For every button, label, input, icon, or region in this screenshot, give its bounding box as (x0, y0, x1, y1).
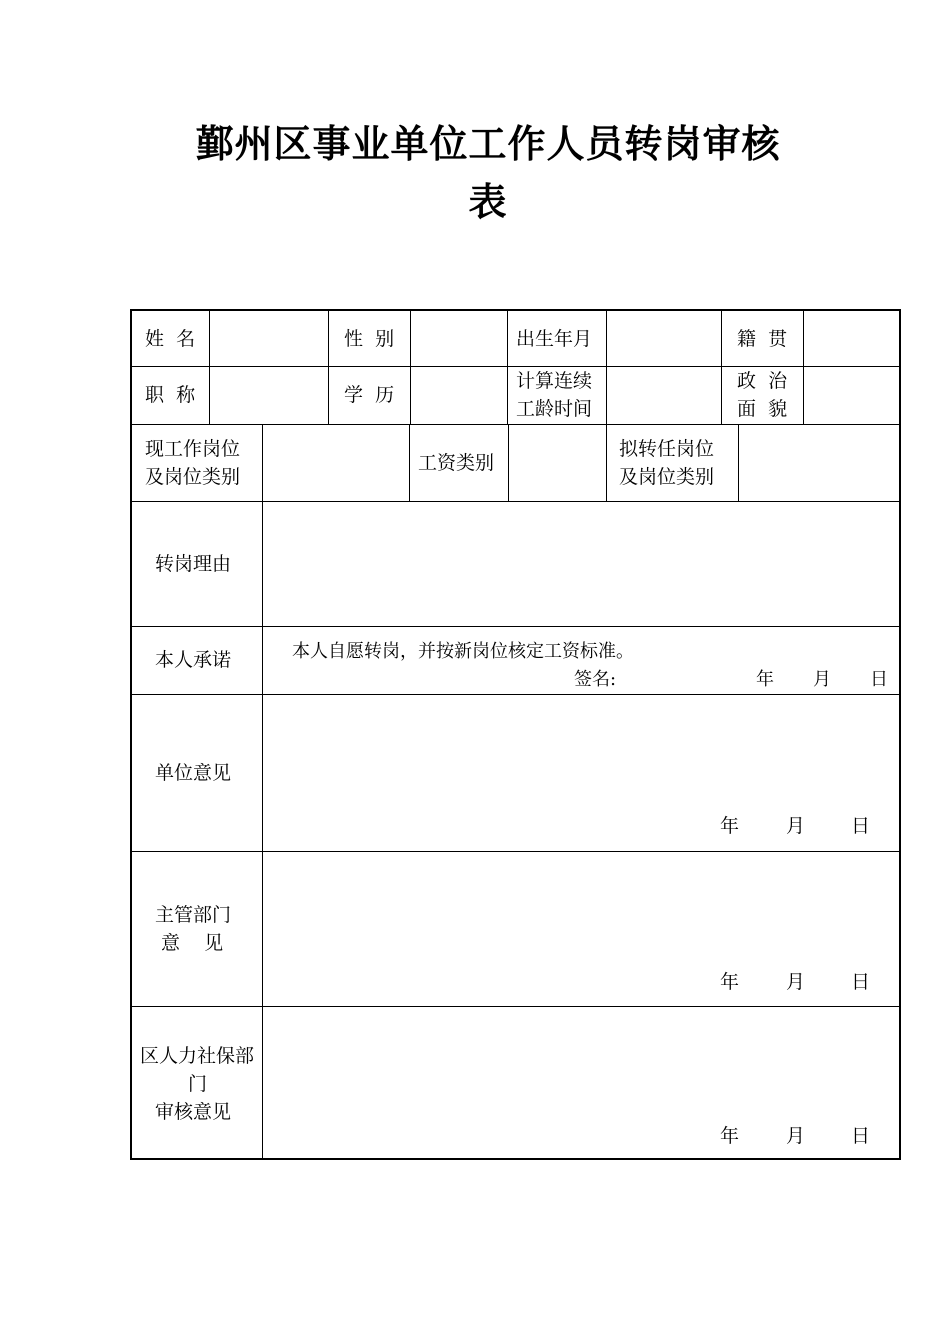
political-status-label-line2: 面 貌 (737, 398, 788, 420)
dept-opinion-year-label: 年 (720, 971, 740, 993)
professional-title-label: 职 称 (145, 384, 196, 406)
education-field[interactable] (412, 368, 506, 423)
unit-opinion-field[interactable] (264, 696, 899, 806)
pledge-month-label: 月 (813, 669, 831, 690)
seniority-label-line1: 计算连续 (516, 370, 593, 392)
seniority-field[interactable] (608, 368, 720, 423)
salary-type-label: 工资类别 (418, 452, 495, 474)
pledge-signature-label: 签名: (574, 669, 617, 690)
professional-title-field[interactable] (211, 368, 327, 423)
target-post-field[interactable] (740, 426, 899, 500)
unit-opinion-label: 单位意见 (155, 762, 232, 784)
unit-opinion-month-label: 月 (786, 815, 806, 837)
salary-type-field[interactable] (510, 426, 605, 500)
hr-opinion-label-line1: 区人力社保部 (140, 1045, 255, 1067)
row-divider (131, 1006, 901, 1007)
column-divider (606, 424, 607, 501)
pledge-year-label: 年 (756, 669, 774, 690)
column-divider (328, 311, 329, 424)
column-divider (738, 424, 739, 501)
transfer-reason-label: 转岗理由 (155, 553, 232, 575)
row-divider (131, 694, 901, 695)
form-title: 鄞州区事业单位工作人员转岗审核 (195, 121, 781, 166)
dept-opinion-label-line1: 主管部门 (155, 904, 232, 926)
transfer-reason-field[interactable] (264, 503, 899, 625)
birth-date-label: 出生年月 (516, 328, 593, 350)
political-status-field[interactable] (805, 368, 899, 423)
hr-opinion-label-line3: 审核意见 (155, 1101, 232, 1123)
unit-opinion-year-label: 年 (720, 815, 740, 837)
dept-opinion-day-label: 日 (851, 971, 871, 993)
birth-date-field[interactable] (608, 312, 720, 365)
dept-opinion-month-label: 月 (786, 971, 806, 993)
row-divider (131, 626, 901, 627)
dept-opinion-label-line2: 意 见 (161, 932, 224, 954)
row-divider (131, 851, 901, 852)
column-divider (409, 424, 410, 501)
gender-label: 性 别 (344, 328, 395, 350)
row-divider (131, 501, 901, 502)
form-title-continued: 表 (468, 179, 508, 224)
education-label: 学 历 (344, 384, 395, 406)
column-divider (410, 311, 411, 424)
native-place-field[interactable] (805, 312, 899, 365)
pledge-signature-field[interactable] (622, 668, 746, 692)
hr-opinion-day-label: 日 (851, 1125, 871, 1147)
unit-opinion-day-label: 日 (851, 815, 871, 837)
name-field[interactable] (211, 312, 327, 365)
gender-field[interactable] (412, 312, 506, 365)
seniority-label-line2: 工龄时间 (516, 398, 593, 420)
hr-opinion-year-label: 年 (720, 1125, 740, 1147)
hr-opinion-label-line2: 门 (188, 1073, 208, 1095)
political-status-label-line1: 政 治 (737, 370, 788, 392)
pledge-day-label: 日 (870, 669, 888, 690)
current-post-field[interactable] (264, 426, 408, 500)
current-post-label-line1: 现工作岗位 (145, 438, 241, 460)
column-divider (803, 311, 804, 424)
pledge-label: 本人承诺 (155, 649, 232, 671)
dept-opinion-field[interactable] (264, 853, 899, 963)
column-divider (262, 501, 263, 1158)
current-post-label-line2: 及岗位类别 (145, 466, 241, 488)
column-divider (507, 311, 508, 424)
target-post-label-line1: 拟转任岗位 (619, 438, 715, 460)
name-label: 姓 名 (145, 328, 196, 350)
pledge-statement: 本人自愿转岗，并按新岗位核定工资标准。 (292, 641, 634, 662)
row-divider (131, 424, 901, 425)
column-divider (209, 311, 210, 424)
hr-opinion-field[interactable] (264, 1008, 899, 1118)
column-divider (508, 424, 509, 501)
native-place-label: 籍 贯 (737, 328, 788, 350)
column-divider (262, 424, 263, 501)
column-divider (606, 311, 607, 424)
column-divider (721, 311, 722, 424)
hr-opinion-month-label: 月 (786, 1125, 806, 1147)
target-post-label-line2: 及岗位类别 (619, 466, 715, 488)
